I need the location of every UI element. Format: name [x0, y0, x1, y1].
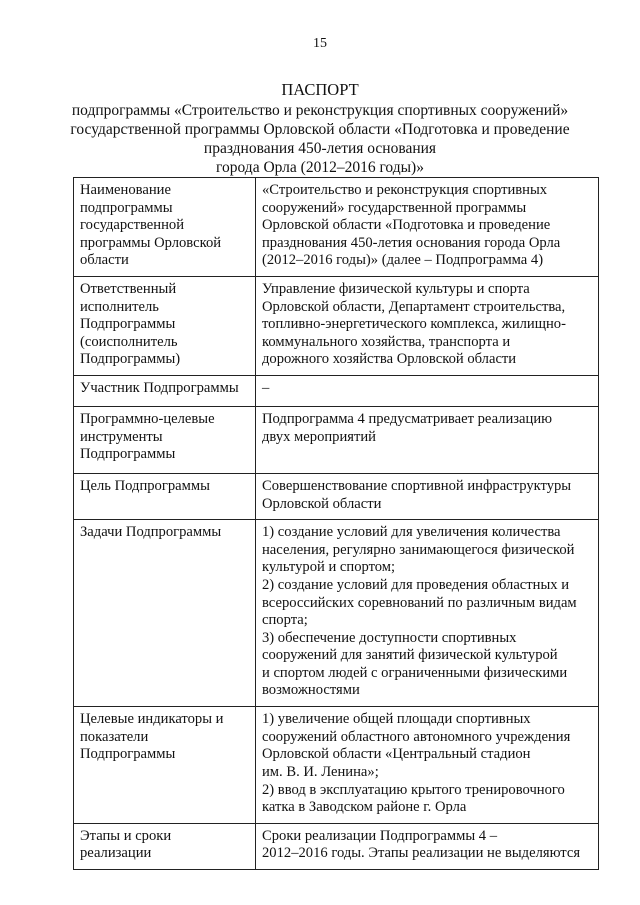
value-line: сооружений для занятий физической культурой: [262, 647, 558, 664]
row-label: [74, 707, 256, 824]
subtitle-line: подпрограммы «Строительство и реконструкция спортивных сооружений»: [71, 102, 569, 119]
value-line: сооружений» государственной программы: [262, 199, 527, 216]
label-line: программы Орловской: [80, 234, 222, 251]
label-line: Подпрограммы: [80, 316, 176, 333]
table-row-goal: [74, 473, 599, 519]
value-line: 2) ввод в эксплуатацию крытого тренировочного: [262, 781, 565, 798]
value-line: населения, регулярно занимающегося физической: [262, 541, 575, 558]
row-label: [74, 375, 256, 406]
value-line: культурой и спортом;: [262, 559, 396, 576]
page-number: 15: [313, 36, 327, 51]
row-value: [256, 178, 599, 277]
row-value: [256, 473, 599, 519]
label-line: реализации: [80, 845, 152, 862]
value-line: 2) создание условий для проведения областных и: [262, 576, 570, 593]
value-line: 2012–2016 годы. Этапы реализации не выделяются: [262, 845, 581, 862]
row-value: [256, 406, 599, 473]
value-line: Совершенствование спортивной инфраструктуры: [262, 477, 572, 494]
table-row-stages: [74, 823, 599, 869]
label-line: Цель Подпрограммы: [80, 477, 210, 494]
row-value: [256, 520, 599, 707]
subtitle-line: города Орла (2012–2016 годы)»: [216, 159, 424, 176]
table-row-executor: [74, 276, 599, 375]
value-line: возможностями: [262, 682, 360, 699]
value-line: празднования 450-летия основания города Орла: [262, 234, 561, 251]
value-line: коммунального хозяйства, транспорта и: [262, 333, 511, 350]
row-label: [74, 406, 256, 473]
value-line: и спортом людей с ограниченными физическими: [262, 664, 568, 681]
value-line: двух мероприятий: [262, 428, 376, 445]
table-row-instruments: [74, 406, 599, 473]
table-row-tasks: [74, 520, 599, 707]
passport-table: [73, 177, 599, 870]
label-line: (соисполнитель: [80, 333, 178, 350]
label-line: Задачи Подпрограммы: [80, 524, 222, 541]
row-value: [256, 375, 599, 406]
table-row-participant: [74, 375, 599, 406]
value-line: Орловской области «Подготовка и проведение: [262, 217, 551, 234]
subtitle-line: государственной программы Орловской области «Подготовка и проведение: [70, 121, 570, 138]
value-line: сооружений областного автономного учреждения: [262, 728, 571, 745]
label-line: Участник Подпрограммы: [80, 379, 239, 396]
subtitle-line: празднования 450-летия основания: [203, 140, 437, 157]
row-label: [74, 276, 256, 375]
value-line: топливно-энергетического комплекса, жилищно-: [262, 316, 566, 333]
label-line: Этапы и сроки: [80, 827, 172, 844]
document-title-block: [60, 80, 580, 177]
value-line: «Строительство и реконструкция спортивных: [262, 182, 548, 198]
value-line: Орловской области «Центральный стадион: [262, 746, 531, 763]
label-line: Ответственный: [80, 280, 177, 297]
table-row-indicators: [74, 707, 599, 824]
value-line: (2012–2016 годы)» (далее – Подпрограмма 4): [262, 252, 544, 269]
row-label: [74, 473, 256, 519]
value-line: Подпрограмма 4 предусматривает реализацию: [262, 410, 553, 427]
label-line: Подпрограммы: [80, 746, 176, 763]
row-label: [74, 178, 256, 277]
table-row-name: [74, 178, 599, 277]
value-line: спорта;: [262, 612, 308, 629]
value-line: Орловской области, Департамент строительства,: [262, 298, 566, 315]
document-title: ПАСПОРТ: [281, 80, 359, 99]
label-line: подпрограммы: [80, 199, 173, 216]
value-line: 1) создание условий для увеличения количества: [262, 524, 561, 541]
row-label: [74, 823, 256, 869]
value-line: –: [262, 379, 270, 396]
row-value: [256, 823, 599, 869]
label-line: Подпрограммы): [80, 351, 181, 368]
value-line: Сроки реализации Подпрограммы 4 –: [262, 827, 498, 844]
value-line: катка в Заводском районе г. Орла: [262, 799, 467, 816]
value-line: им. В. И. Ленина»;: [262, 763, 379, 780]
label-line: показатели: [80, 728, 149, 745]
label-line: Программно-целевые: [80, 410, 215, 427]
label-line: Целевые индикаторы и: [80, 711, 224, 728]
label-line: государственной: [80, 217, 185, 234]
row-value: [256, 276, 599, 375]
label-line: инструменты: [80, 428, 163, 445]
value-line: дорожного хозяйства Орловской области: [262, 351, 517, 368]
value-line: Орловской области: [262, 495, 382, 512]
value-line: 3) обеспечение доступности спортивных: [262, 629, 517, 646]
row-value: [256, 707, 599, 824]
value-line: всероссийских соревнований по различным видам: [262, 594, 577, 611]
value-line: 1) увеличение общей площади спортивных: [262, 711, 531, 728]
label-line: области: [80, 252, 129, 269]
label-line: Подпрограммы: [80, 446, 176, 463]
label-line: исполнитель: [80, 298, 159, 315]
row-label: [74, 520, 256, 707]
label-line: Наименование: [80, 182, 171, 198]
value-line: Управление физической культуры и спорта: [262, 280, 530, 297]
